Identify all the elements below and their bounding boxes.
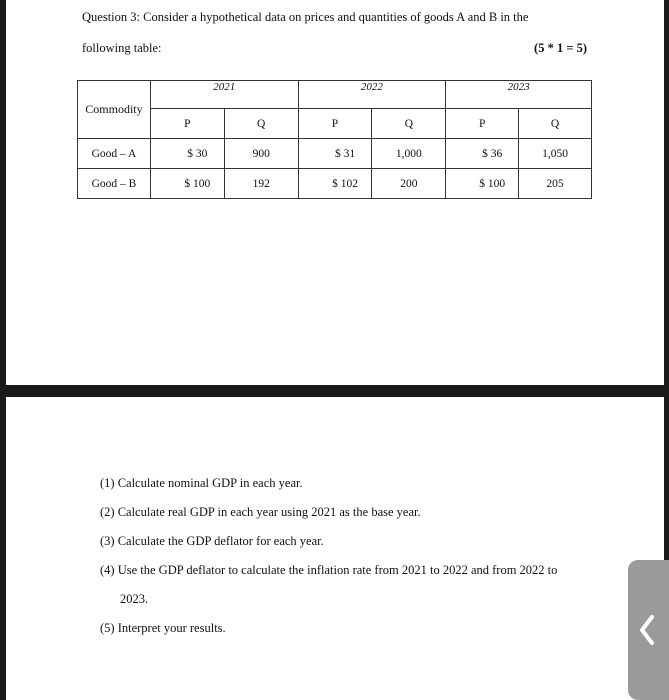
table-cell: 192: [224, 169, 298, 199]
year-2023-header: 2023: [446, 81, 592, 109]
table-cell: $ 102: [298, 169, 372, 199]
table-cell: 1,000: [372, 139, 446, 169]
row-label: Good – A: [78, 139, 151, 169]
photo-border-right: [664, 0, 669, 560]
table-subheader-row: [78, 109, 592, 139]
table-cell: 1,050: [519, 139, 592, 169]
subheader-cell: Q: [224, 109, 298, 139]
task-item: (2) Calculate real GDP in each year using 2021 as the base year.: [100, 505, 421, 519]
row-label: Good – B: [78, 169, 151, 199]
question-text: Question 3: Consider a hypothetical data on prices and quantities of goods A and B in the: [82, 10, 529, 24]
table-year-row: [78, 81, 592, 109]
table-cell: 200: [372, 169, 446, 199]
subheader-cell: P: [298, 109, 372, 139]
previous-page-tab[interactable]: [628, 560, 669, 700]
chevron-left-icon: [639, 615, 655, 645]
task-item: (5) Interpret your results.: [100, 621, 226, 635]
task-item: (1) Calculate nominal GDP in each year.: [100, 476, 303, 490]
task-item: (3) Calculate the GDP deflator for each year.: [100, 534, 324, 548]
task-item: (4) Use the GDP deflator to calculate the inflation rate from 2021 to 2022 and from 2022 to: [100, 563, 558, 577]
table-cell: $ 100: [150, 169, 224, 199]
subheader-cell: Q: [372, 109, 446, 139]
page-divider: [0, 385, 669, 397]
table-cell: 205: [519, 169, 592, 199]
question-line-2: [82, 41, 587, 56]
year-2022-header: 2022: [298, 81, 446, 109]
table-cell: $ 30: [150, 139, 224, 169]
subheader-cell: P: [150, 109, 224, 139]
subheader-cell: P: [446, 109, 519, 139]
year-2021-header: 2021: [150, 81, 298, 109]
question-header: [82, 10, 587, 56]
table-cell: $ 31: [298, 139, 372, 169]
marks-label: (5 * 1 = 5): [534, 41, 587, 55]
commodity-header: Commodity: [78, 81, 151, 139]
table-row: [78, 169, 592, 199]
question-line-1: [82, 10, 587, 25]
question-text-cont: following table:: [82, 41, 162, 55]
subheader-cell: Q: [519, 109, 592, 139]
data-table: [77, 80, 592, 199]
table-cell: $ 100: [446, 169, 519, 199]
table-cell: 900: [224, 139, 298, 169]
table-cell: $ 36: [446, 139, 519, 169]
table-row: [78, 139, 592, 169]
task-item-continuation: 2023.: [120, 592, 149, 606]
task-list: [100, 476, 600, 650]
